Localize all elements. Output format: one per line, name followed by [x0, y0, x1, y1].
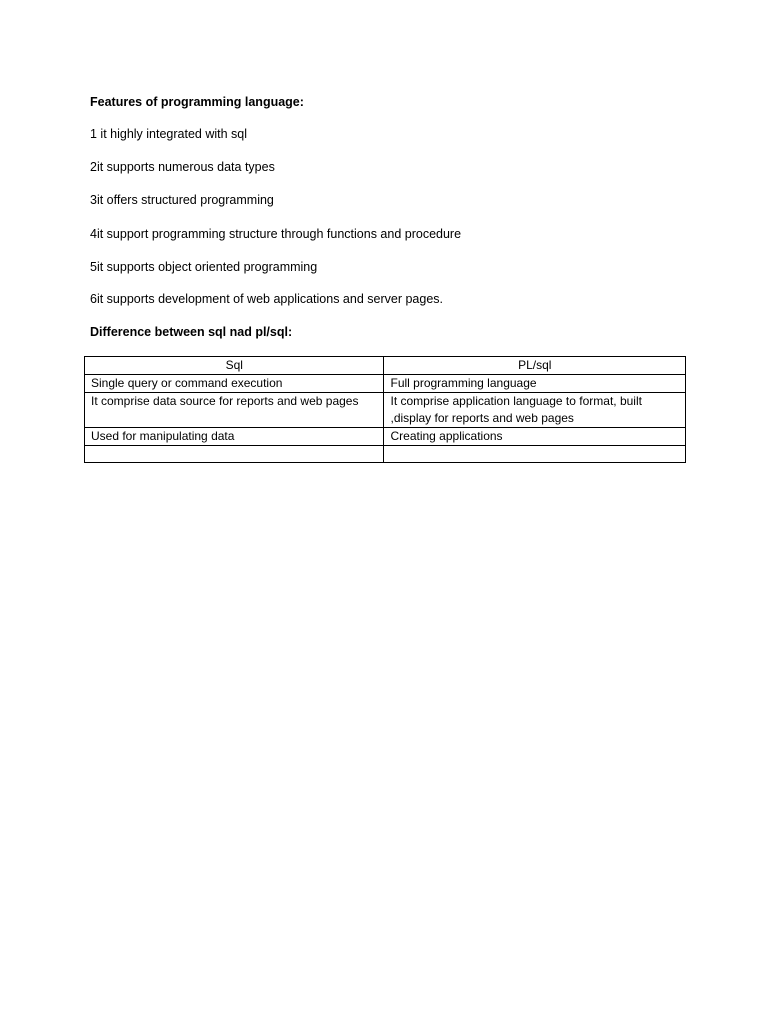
table-cell: Used for manipulating data: [85, 428, 384, 446]
table-cell: It comprise data source for reports and web pages: [85, 393, 384, 428]
feature-item-3: 3it offers structured programming: [90, 193, 274, 207]
feature-item-6: 6it supports development of web applications and server pages.: [90, 292, 443, 306]
feature-item-5: 5it supports object oriented programming: [90, 260, 318, 274]
features-heading: Features of programming language:: [90, 95, 304, 109]
table-cell: [85, 446, 384, 463]
feature-item-4: 4it support programming structure through functions and procedure: [90, 227, 462, 241]
column-header-sql: Sql: [85, 357, 384, 375]
comparison-heading: Difference between sql nad pl/sql:: [90, 325, 293, 339]
comparison-table: [84, 356, 686, 463]
table-header-row: [85, 357, 686, 375]
table-cell: Single query or command execution: [85, 375, 384, 393]
table-row: [85, 446, 686, 463]
column-header-plsql: PL/sql: [384, 357, 686, 375]
table-cell: [384, 446, 686, 463]
feature-item-1: 1 it highly integrated with sql: [90, 127, 248, 141]
table-row: [85, 375, 686, 393]
table-row: [85, 393, 686, 428]
feature-item-2: 2it supports numerous data types: [90, 160, 275, 174]
table-cell: Full programming language: [384, 375, 686, 393]
table-cell: It comprise application language to format, built ,display for reports and web pages: [384, 393, 686, 428]
table-cell: Creating applications: [384, 428, 686, 446]
table-row: [85, 428, 686, 446]
